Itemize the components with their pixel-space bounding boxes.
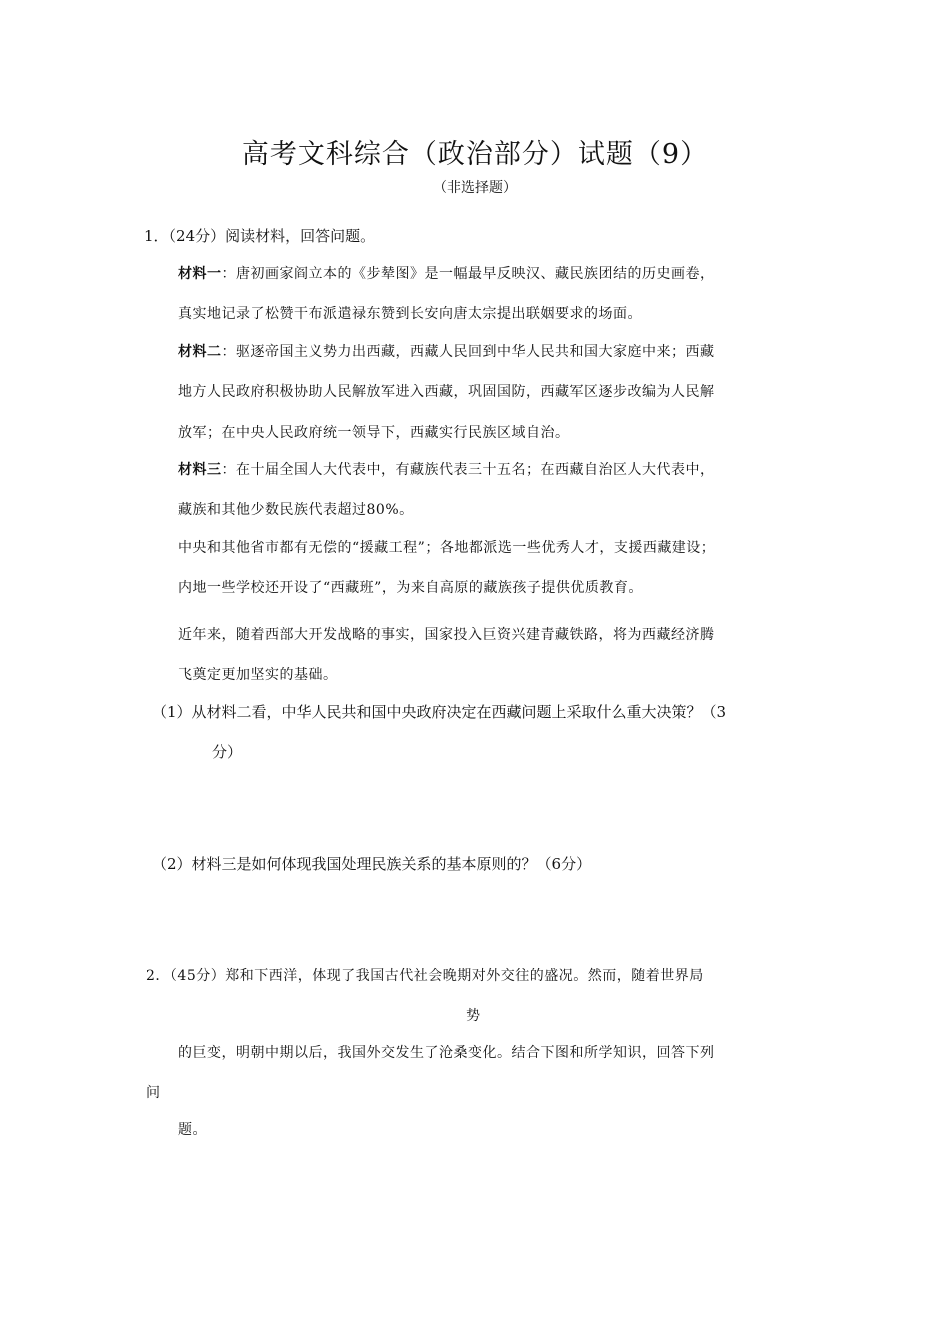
- material-3-line-1: 材料三：在十届全国人大代表中，有藏族代表三十五名；在西藏自治区人大代表中，: [178, 462, 715, 478]
- subquestion-1-line-1: （1）从材料二看，中华人民共和国中央政府决定在西藏问题上采取什么重大决策？（3: [152, 703, 727, 721]
- material-1-line-2: 真实地记录了松赞干布派遣禄东赞到长安向唐太宗提出联姻要求的场面。: [178, 306, 642, 322]
- question-2-line-2: 势: [466, 1008, 481, 1024]
- subquestion-1-line-2: 分）: [212, 743, 243, 761]
- material-3-line-6: 飞奠定更加坚实的基础。: [178, 667, 338, 683]
- material-1-line-1: 材料一：唐初画家阎立本的《步辇图》是一幅最早反映汉、藏民族团结的历史画卷，: [178, 266, 715, 282]
- material-3-line-5: 近年来，随着西部大开发战略的事实，国家投入巨资兴建青藏铁路，将为西藏经济腾: [178, 627, 715, 643]
- material-3-label: 材料三: [178, 462, 222, 478]
- material-3-line-2: 藏族和其他少数民族代表超过80%。: [178, 502, 414, 518]
- material-3-line-3: 中央和其他省市都有无偿的“援藏工程”；各地都派选一些优秀人才，支援西藏建设；: [178, 540, 716, 556]
- material-2-label: 材料二: [178, 344, 222, 360]
- material-2-line-2: 地方人民政府积极协助人民解放军进入西藏，巩固国防，西藏军区逐步改编为人民解: [178, 384, 715, 400]
- material-1-label: 材料一: [178, 266, 222, 282]
- question-2-line-1: 2．（45分）郑和下西洋，体现了我国古代社会晚期对外交往的盛况。然而，随着世界局: [146, 968, 704, 984]
- material-3-line-4: 内地一些学校还开设了“西藏班”，为来自高原的藏族孩子提供优质教育。: [178, 580, 643, 596]
- question-2-line-3: 的巨变，明朝中期以后，我国外交发生了沧桑变化。结合下图和所学知识，回答下列: [178, 1045, 715, 1061]
- question-1-stem: 1．（24分）阅读材料，回答问题。: [144, 227, 376, 245]
- material-2-line-1: 材料二：驱逐帝国主义势力出西藏，西藏人民回到中华人民共和国大家庭中来；西藏: [178, 344, 715, 360]
- question-2-line-5: 题。: [178, 1122, 207, 1138]
- question-2-line-4: 问: [146, 1085, 161, 1101]
- subquestion-2: （2）材料三是如何体现我国处理民族关系的基本原则的？（6分）: [152, 855, 592, 873]
- material-2-line-3: 放军；在中央人民政府统一领导下，西藏实行民族区域自治。: [178, 425, 570, 441]
- page-title: 高考文科综合（政治部分）试题（9）: [241, 139, 709, 170]
- page-subtitle: （非选择题）: [433, 180, 517, 196]
